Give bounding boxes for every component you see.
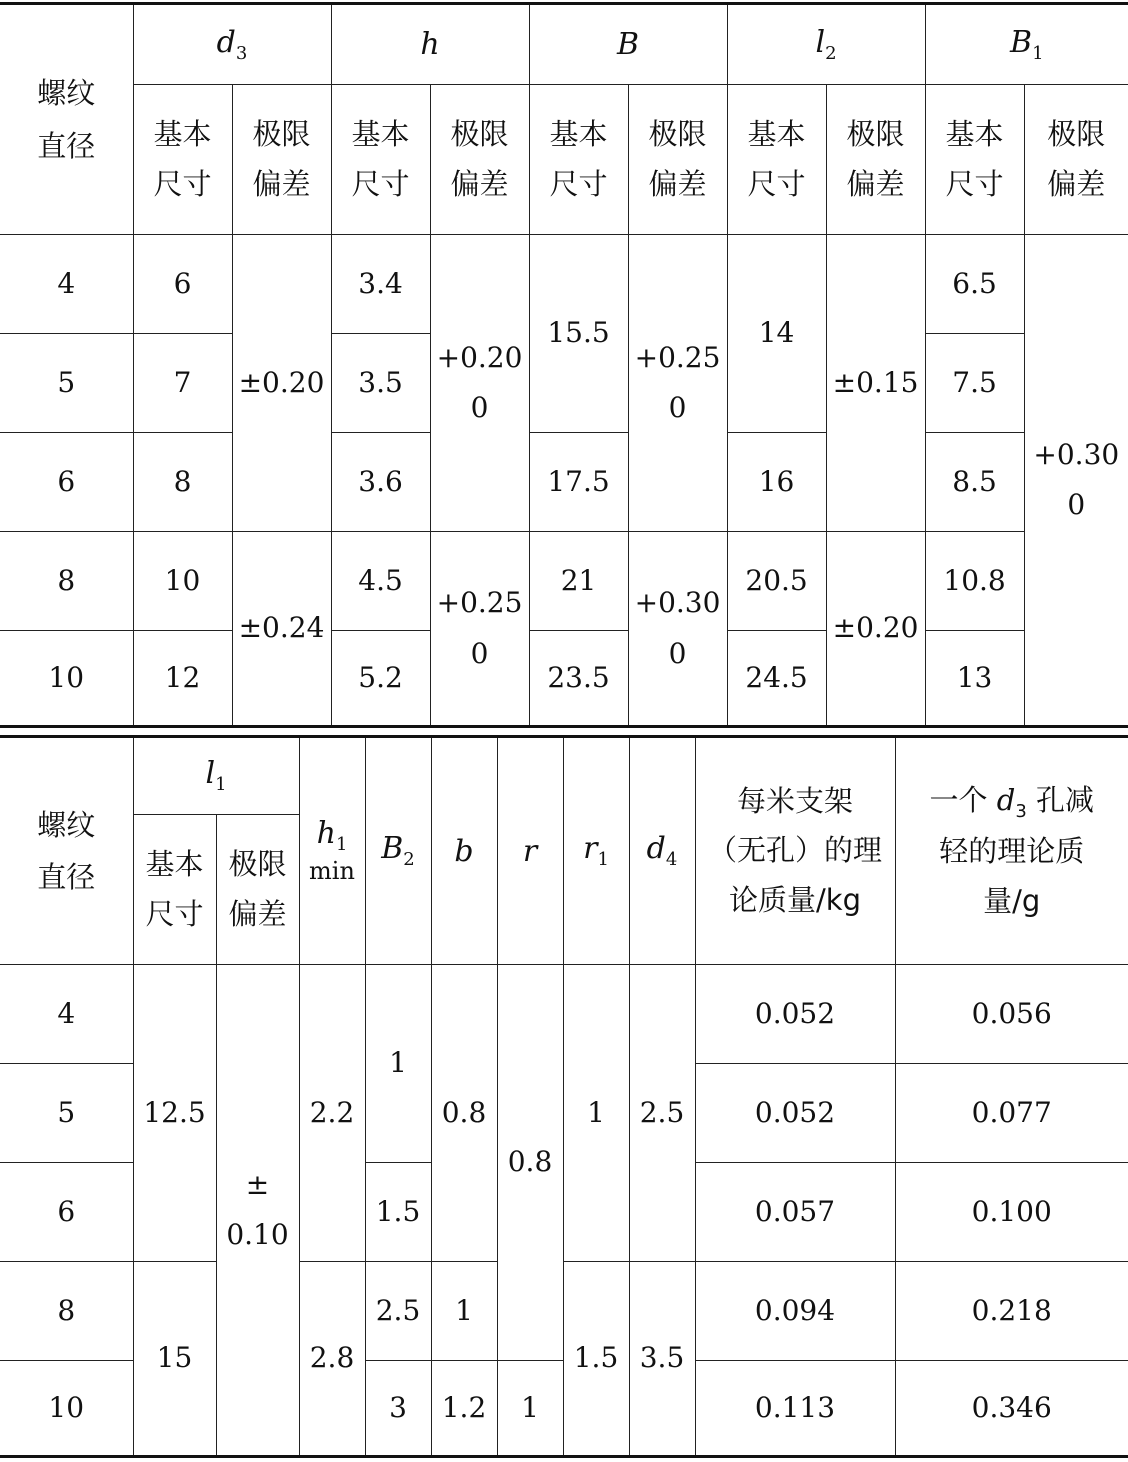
hole-mass-cell: 0.100 [895, 1163, 1128, 1262]
l2-tol-cell: ±0.20 [826, 532, 925, 727]
mass-cell: 0.113 [695, 1361, 895, 1457]
d3-basic-cell: 12 [133, 631, 232, 727]
B1-header: $B_1$ [925, 4, 1128, 85]
h-header: h [331, 4, 529, 85]
dimension-table [0, 2, 1128, 728]
hole-mass-cell: 0.077 [895, 1064, 1128, 1163]
B-basic-cell: 21 [529, 532, 628, 631]
tolerance-header: 极限 偏差 [826, 85, 925, 235]
h-basic-cell: 4.5 [331, 532, 430, 631]
d3-basic-cell: 7 [133, 334, 232, 433]
l2-basic-cell: 14 [727, 235, 826, 433]
basic-size-header: 基本 尺寸 [727, 85, 826, 235]
d4-header: $d_4$ [629, 737, 695, 965]
B-basic-cell: 23.5 [529, 631, 628, 727]
diameter-cell: 10 [0, 631, 133, 727]
tolerance-header: 极限 偏差 [430, 85, 529, 235]
d3-basic-cell: 8 [133, 433, 232, 532]
h1-cell: 2.8 [299, 1262, 365, 1457]
b-header: b [431, 737, 497, 965]
l2-tol-cell: ±0.15 [826, 235, 925, 532]
h1-cell: 2.2 [299, 965, 365, 1262]
d4-cell: 2.5 [629, 965, 695, 1262]
d3-basic-cell: 10 [133, 532, 232, 631]
mass-cell: 0.052 [695, 965, 895, 1064]
diameter-cell: 4 [0, 235, 133, 334]
B2-cell: 1.5 [365, 1163, 431, 1262]
diameter-cell: 8 [0, 532, 133, 631]
hole-mass-cell: 0.056 [895, 965, 1128, 1064]
diameter-cell: 5 [0, 1064, 133, 1163]
B-basic-cell: 15.5 [529, 235, 628, 433]
d3-tol-cell: ±0.20 [232, 235, 331, 532]
diameter-cell: 6 [0, 1163, 133, 1262]
basic-size-header: 基本 尺寸 [529, 85, 628, 235]
B2-cell: 1 [365, 965, 431, 1163]
B-basic-cell: 17.5 [529, 433, 628, 532]
b-cell: 1 [431, 1262, 497, 1361]
B1-basic-cell: 6.5 [925, 235, 1024, 334]
B1-basic-cell: 7.5 [925, 334, 1024, 433]
d3-tol-cell: ±0.24 [232, 532, 331, 727]
diameter-cell: 6 [0, 433, 133, 532]
hole-mass-header: 一个 $d_3$ 孔减 轻的理论质 量/g [895, 737, 1128, 965]
diameter-cell: 4 [0, 965, 133, 1064]
l2-header: $l_2$ [727, 4, 925, 85]
hole-mass-cell: 0.218 [895, 1262, 1128, 1361]
l1-basic-cell: 15 [133, 1262, 216, 1457]
b-cell: 0.8 [431, 965, 497, 1262]
d3-header: $d_3$ [133, 4, 331, 85]
B1-basic-cell: 13 [925, 631, 1024, 727]
thread-diameter-header: 螺纹 直径 [0, 737, 133, 965]
tolerance-header: 极限 偏差 [232, 85, 331, 235]
hole-mass-cell: 0.346 [895, 1361, 1128, 1457]
basic-size-header: 基本 尺寸 [331, 85, 430, 235]
diameter-cell: 10 [0, 1361, 133, 1457]
d3-basic-cell: 6 [133, 235, 232, 334]
h-basic-cell: 3.4 [331, 235, 430, 334]
r1-header: $r_1$ [563, 737, 629, 965]
thread-diameter-header: 螺纹 直径 [0, 4, 133, 235]
l1-tol-cell: ± 0.10 [216, 965, 299, 1457]
basic-size-header: 基本 尺寸 [133, 815, 216, 965]
h-tol-cell: +0.25 0 [430, 532, 529, 727]
diameter-cell: 5 [0, 334, 133, 433]
tolerance-header: 极限 偏差 [1024, 85, 1128, 235]
basic-size-header: 基本 尺寸 [925, 85, 1024, 235]
mass-cell: 0.094 [695, 1262, 895, 1361]
h1-header: $h_1$ min [299, 737, 365, 965]
B1-basic-cell: 8.5 [925, 433, 1024, 532]
B-tol-cell: +0.30 0 [628, 532, 727, 727]
r1-cell: 1 [563, 965, 629, 1262]
tolerance-header: 极限 偏差 [628, 85, 727, 235]
h-basic-cell: 3.5 [331, 334, 430, 433]
B2-header: $B_2$ [365, 737, 431, 965]
h-basic-cell: 3.6 [331, 433, 430, 532]
tolerance-header: 极限 偏差 [216, 815, 299, 965]
basic-size-header: 基本 尺寸 [133, 85, 232, 235]
r-cell: 1 [497, 1361, 563, 1457]
B1-tol-cell: +0.30 0 [1024, 235, 1128, 727]
l1-basic-cell: 12.5 [133, 965, 216, 1262]
l2-basic-cell: 20.5 [727, 532, 826, 631]
mass-cell: 0.057 [695, 1163, 895, 1262]
B2-cell: 2.5 [365, 1262, 431, 1361]
r1-cell: 1.5 [563, 1262, 629, 1457]
mass-cell: 0.052 [695, 1064, 895, 1163]
l1-header: $l_1$ [133, 737, 299, 815]
B2-cell: 3 [365, 1361, 431, 1457]
mass-per-meter-header: 每米支架 （无孔）的理 论质量/kg [695, 737, 895, 965]
B-tol-cell: +0.25 0 [628, 235, 727, 532]
diameter-cell: 8 [0, 1262, 133, 1361]
r-cell: 0.8 [497, 965, 563, 1361]
r-header: r [497, 737, 563, 965]
d4-cell: 3.5 [629, 1262, 695, 1457]
l2-basic-cell: 16 [727, 433, 826, 532]
h-tol-cell: +0.20 0 [430, 235, 529, 532]
l2-basic-cell: 24.5 [727, 631, 826, 727]
b-cell: 1.2 [431, 1361, 497, 1457]
h-basic-cell: 5.2 [331, 631, 430, 727]
mass-table [0, 735, 1128, 1458]
B1-basic-cell: 10.8 [925, 532, 1024, 631]
B-header: B [529, 4, 727, 85]
